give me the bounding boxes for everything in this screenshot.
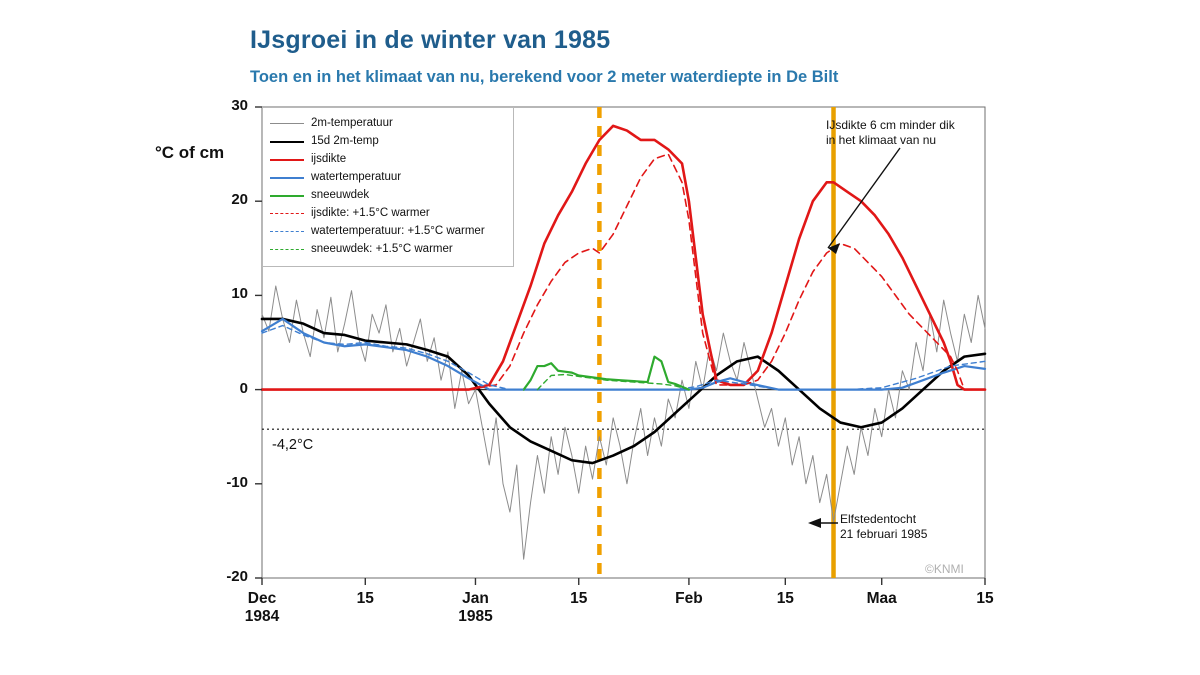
arrow-head-elfstedentocht (808, 518, 821, 528)
annotation-ice-thickness-line2: in het klimaat van nu (826, 133, 937, 147)
series-15d-2m-temp (262, 319, 985, 463)
legend-swatch (270, 117, 304, 129)
legend-item (270, 204, 506, 222)
legend-item (270, 168, 506, 186)
annotation-elfstedentocht-line1: Elfstedentocht (840, 512, 917, 526)
legend-label: ijsdikte (311, 153, 347, 165)
legend-swatch (270, 135, 304, 147)
legend-item (270, 240, 506, 258)
legend-item (270, 150, 506, 168)
y-tick-label: 30 (231, 97, 248, 114)
legend-label: 15d 2m-temp (311, 135, 379, 147)
legend-label: ijsdikte: +1.5°C warmer (311, 207, 430, 219)
x-tick-label (217, 590, 307, 626)
legend-label: watertemperatuur: +1.5°C warmer (311, 225, 485, 237)
x-tick-label-year: 1984 (244, 608, 280, 625)
y-tick-label: 20 (231, 191, 248, 209)
page-title: IJsgroei in de winter van 1985 (250, 26, 611, 54)
legend-swatch (270, 189, 304, 201)
legend-item (270, 222, 506, 240)
x-tick-label-year: 1985 (458, 608, 493, 625)
legend-label: 2m-temperatuur (311, 117, 393, 129)
chart-legend (262, 107, 514, 267)
legend-item (270, 186, 506, 204)
x-tick-label (534, 590, 624, 608)
series-sneeuwdek (524, 357, 689, 390)
x-tick-label (430, 590, 520, 626)
x-tick-label-main: Maa (866, 590, 897, 607)
y-tick-label: -20 (226, 568, 248, 585)
legend-swatch (270, 207, 304, 219)
copyright-notice: ©KNMI (925, 562, 964, 576)
page-subtitle: Toen en in het klimaat van nu, berekend voor 2 meter waterdiepte in De Bilt (250, 68, 839, 86)
x-tick-label-main: 15 (976, 590, 994, 607)
x-tick-label-main: 15 (570, 590, 588, 607)
x-tick-label-main: Jan (462, 590, 489, 607)
y-tick-label: 10 (231, 285, 248, 303)
x-tick-label-main: Dec (247, 590, 277, 607)
legend-swatch (270, 153, 304, 165)
x-tick-label (837, 590, 927, 608)
legend-label: sneeuwdek: +1.5°C warmer (311, 243, 453, 255)
annotation-elfstedentocht (840, 512, 927, 542)
x-tick-label-main: 15 (776, 590, 794, 607)
x-tick-label (740, 590, 830, 608)
annotation-ice-thickness-line1: IJsdikte 6 cm minder dik (826, 118, 955, 132)
x-tick-label (644, 590, 734, 608)
annotation-ice-thickness (826, 118, 955, 148)
legend-swatch (270, 243, 304, 255)
legend-swatch (270, 225, 304, 237)
x-tick-label-main: 15 (356, 590, 374, 607)
legend-item (270, 132, 506, 150)
series-watertemperatuur (262, 319, 985, 390)
label-mean-temp: -4,2°C (272, 437, 314, 453)
x-tick-label-main: Feb (675, 590, 703, 607)
legend-label: watertemperatuur (311, 171, 402, 183)
y-tick-label: -10 (226, 473, 248, 491)
x-tick-label (320, 590, 410, 608)
annotation-elfstedentocht-line2: 21 februari 1985 (840, 527, 928, 541)
x-tick-label (940, 590, 1030, 608)
y-axis-label: °C of cm (155, 143, 225, 162)
legend-swatch (270, 171, 304, 183)
legend-item (270, 114, 506, 132)
y-tick-label: 0 (239, 379, 248, 397)
legend-label: sneeuwdek (311, 189, 370, 201)
